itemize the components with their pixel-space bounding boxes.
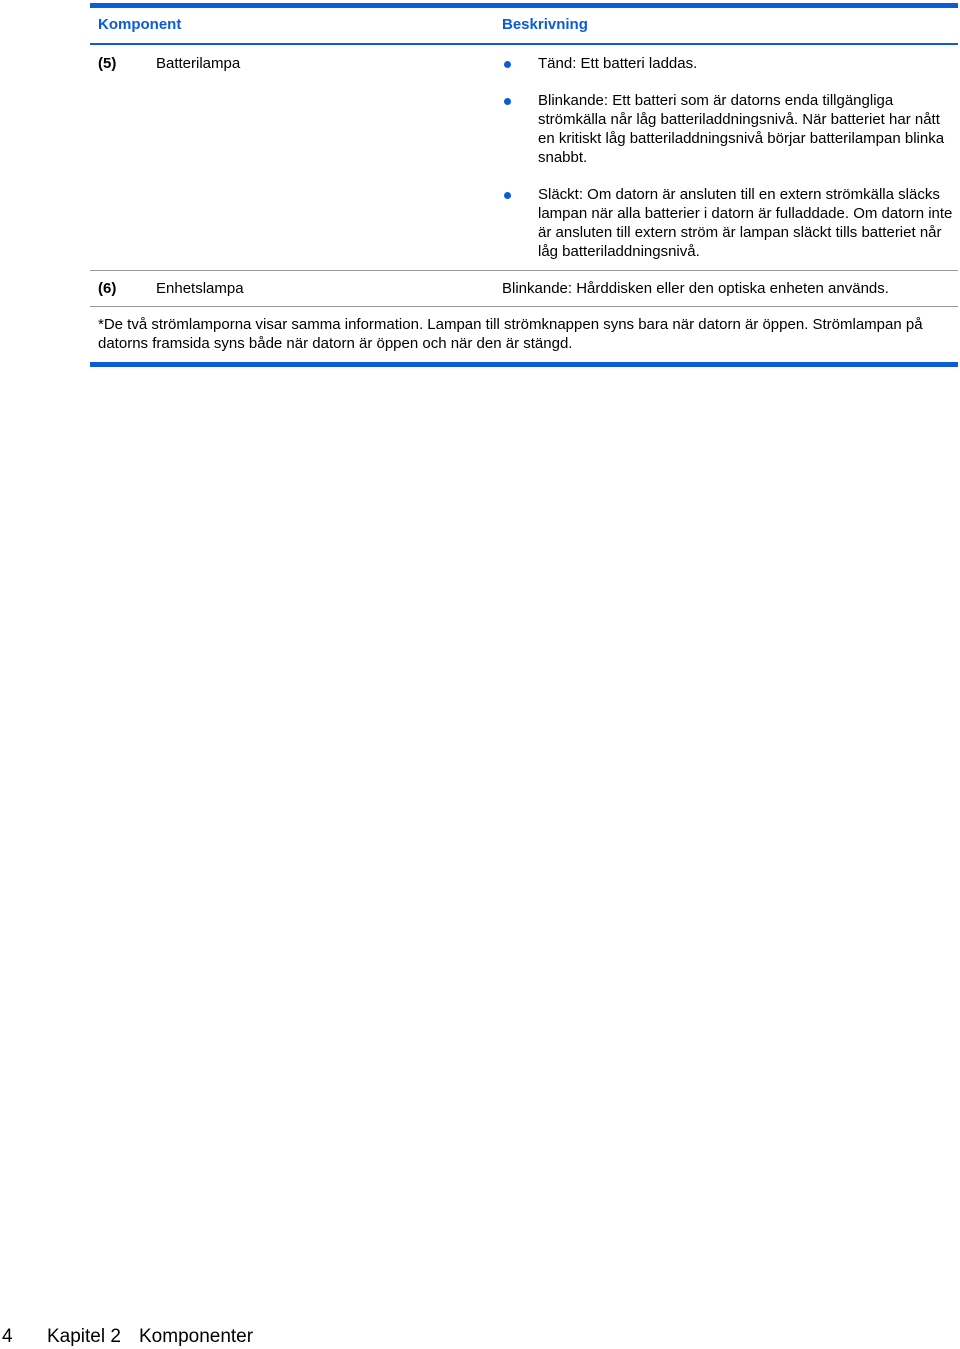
bullet-icon [504,61,511,68]
table-note: *De två strömlamporna visar samma information. Lampan till strömknappen syns bara när datorn är öppen. Strömlampan på datorns framsida syns både när datorn är öppen och när den är stängd. [98,316,923,352]
footer-chapter-title: Komponenter [139,1326,254,1347]
row-5-number: (5) [98,55,117,72]
bullet-text: Släckt: Om datorn är ansluten till en extern strömkälla släcks lampan när alla batterier i datorn är fulladdade. Om datorn inte är ansluten till extern ström är lampan släckt tills batteriet når låg batteriladdningsnivå. [538,186,953,260]
bullet-icon [504,98,511,105]
bullet-text: Blinkande: Ett batteri som är datorns enda tillgängliga strömkälla når låg batteriladdningsnivå. När batteriet har nått en kritiskt låg batteriladdningsnivå börjar batterilampan blinka snabbt. [538,92,945,166]
header-description: Beskrivning [502,16,588,33]
row-6-name: Enhetslampa [156,280,244,297]
footer-chapter: Kapitel 2 [47,1326,121,1347]
row-6-description: Blinkande: Hårddisken eller den optiska enheten används. [502,280,889,297]
row-divider [90,270,958,271]
row-6-number: (6) [98,280,117,297]
table-top-bar [90,3,958,8]
row-divider [90,306,958,307]
bullet-icon [504,192,511,199]
page-number: 4 [2,1326,13,1347]
bullet-text: Tänd: Ett batteri laddas. [538,55,698,72]
header-divider [90,43,958,45]
header-component: Komponent [98,16,182,33]
row-5-name: Batterilampa [156,55,241,72]
table-bottom-bar [90,362,958,367]
